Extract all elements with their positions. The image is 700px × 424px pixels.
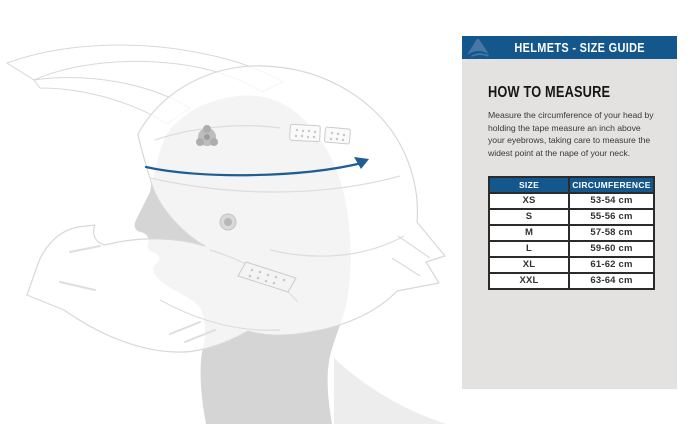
acerbis-logo-icon xyxy=(462,36,493,59)
size-cell: L xyxy=(489,241,569,257)
visor-pivot-button xyxy=(220,214,236,230)
table-row xyxy=(489,209,654,225)
table-header-row xyxy=(489,177,654,193)
table-row xyxy=(489,257,654,273)
circumference-cell: 57-58 cm xyxy=(569,225,654,241)
panel-header xyxy=(462,36,677,59)
size-cell: XXL xyxy=(489,273,569,289)
shoulder-silhouette xyxy=(334,358,446,424)
circumference-cell: 63-64 cm xyxy=(569,273,654,289)
size-guide-panel xyxy=(462,36,677,389)
circumference-cell: 55-56 cm xyxy=(569,209,654,225)
size-table xyxy=(488,176,655,290)
size-cell: XS xyxy=(489,193,569,209)
size-column-header: SIZE xyxy=(489,177,569,193)
circumference-cell: 59-60 cm xyxy=(569,241,654,257)
table-row xyxy=(489,193,654,209)
how-to-measure-heading: HOW TO MEASURE xyxy=(488,84,611,101)
helmet-shell xyxy=(27,66,445,352)
size-cell: XL xyxy=(489,257,569,273)
table-row xyxy=(489,225,654,241)
table-row xyxy=(489,273,654,289)
how-to-measure-text: Measure the circumference of your head by holding the tape measure an inch above your eyebrows, taking care to measure the widest point at the nape of your neck. xyxy=(488,110,654,158)
panel-title: HELMETS - SIZE GUIDE xyxy=(514,40,646,55)
circumference-cell: 53-54 cm xyxy=(569,193,654,209)
circumference-column-header: CIRCUMFERENCE xyxy=(569,177,654,193)
size-cell: S xyxy=(489,209,569,225)
circumference-cell: 61-62 cm xyxy=(569,257,654,273)
panel-body xyxy=(462,59,677,389)
size-cell: M xyxy=(489,225,569,241)
table-row xyxy=(489,241,654,257)
